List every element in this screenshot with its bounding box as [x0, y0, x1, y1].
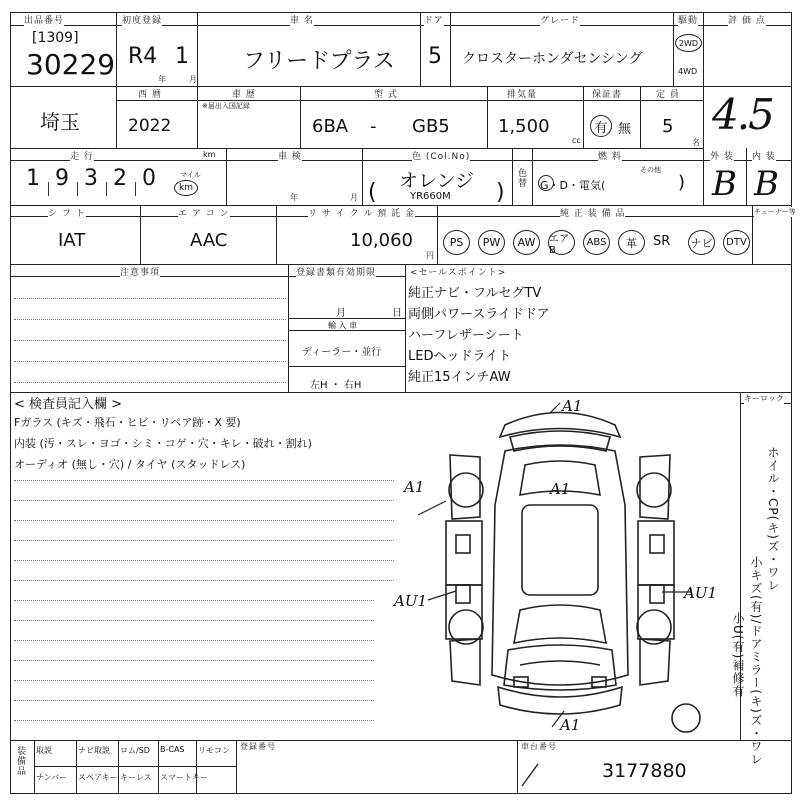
color-label: 色 (Col.No) [412, 149, 470, 162]
keylock-label: キーロック [744, 394, 784, 403]
grade-label: グレード [540, 13, 580, 26]
option-3: エアB [548, 230, 575, 255]
deadline-month: 月 [336, 308, 346, 319]
option-4: ABS [583, 230, 610, 255]
vin-label: 車台番号 [521, 742, 557, 751]
color-value: オレンジ [399, 170, 475, 192]
inspector-blank-line [14, 620, 374, 621]
fuel-close: ) [678, 172, 686, 193]
exterior-grade: B [712, 164, 737, 204]
handle-label: 左H ・ 右H [310, 380, 362, 391]
shift-value: IAT [58, 230, 86, 251]
aircon-value: AAC [190, 230, 228, 251]
damage-mark: A1 [560, 716, 581, 734]
interior-label: 内 装 [752, 149, 776, 162]
inspector-line: 内装 (汚・スレ・ヨゴ・シミ・コゲ・穴・キレ・破れ・割れ) [14, 437, 312, 450]
equipment-item: リモコン [198, 746, 230, 755]
first-reg-era: R4 [128, 44, 158, 69]
mileage-digit: 9 [55, 166, 69, 191]
inspector-line: Fガラス (キズ・飛石・ヒビ・リペア跡・X 要) [14, 416, 241, 429]
year-label: 西 暦 [138, 87, 162, 100]
sales-point: ハーフレザーシート [408, 328, 524, 343]
drive-4wd: 4WD [678, 67, 698, 76]
factory-options-label: 純 正 装 備 品 [560, 206, 625, 219]
equipment-item: B-CAS [160, 745, 185, 754]
region: 埼玉 [40, 110, 80, 134]
dealer-label: ディーラー・並行 [302, 347, 382, 358]
mileage-digit: 3 [84, 166, 98, 191]
doors-value: 5 [428, 44, 442, 69]
mileage-digit: 2 [113, 166, 127, 191]
notes-line [14, 340, 286, 341]
type-code: GB5 [412, 116, 450, 137]
doors-label: ドア [424, 13, 444, 26]
drive-2wd-circle: 2WD [675, 34, 702, 52]
history-label: 車 歴 [232, 87, 256, 100]
type-prefix: 6BA [312, 116, 349, 137]
fuel-options: G・D・電気( [540, 179, 606, 192]
cc-unit: cc [572, 136, 581, 145]
lot-number: 30229 [26, 48, 116, 81]
inspector-blank-line [14, 520, 394, 521]
inspector-line: オーディオ (無し・穴) / タイヤ (スタッドレス) [14, 458, 246, 471]
shaken-month: 月 [350, 193, 358, 202]
registration-label: 登録番号 [240, 742, 276, 751]
damage-mark: AU1 [394, 592, 428, 610]
shaken-label: 車 検 [278, 149, 302, 162]
recycle-label: リ サ イ ク ル 預 託 金 [308, 206, 415, 219]
shaken-year: 年 [290, 193, 298, 202]
equipment-item: ナンバー [36, 773, 68, 782]
sales-point: 純正ナビ・フルセグTV [408, 286, 542, 301]
color-code: YR660M [410, 191, 451, 202]
mileage-digit: 1 [26, 166, 40, 191]
equipment-item: 取説 [36, 746, 52, 755]
damage-mark: A1 [404, 478, 425, 496]
kms-unit: km [203, 150, 216, 159]
color-bracket-open: ( [368, 180, 377, 205]
import-label: 輸 入 車 [328, 321, 358, 330]
damage-mark: A1 [562, 397, 583, 415]
vin-number: 3177880 [602, 760, 687, 782]
displacement-value: 1,500 [498, 116, 550, 137]
mileage-unit-top: マイル [180, 171, 201, 179]
grade-value: クロスターホンダセンシング [462, 51, 643, 67]
option-6: SR [653, 234, 671, 249]
notes-line [14, 382, 286, 383]
score-label: 評 価 点 [728, 13, 766, 26]
mileage-separator [48, 182, 49, 196]
lot-no-label: 出品番号 [24, 13, 64, 26]
mileage-label: 走 行 [70, 149, 94, 162]
capacity-value: 5 [662, 116, 674, 137]
lot-code: [1309] [32, 30, 79, 46]
color-bracket-close: ) [496, 180, 505, 205]
deadline-label: 登録書類有効期限 [296, 265, 376, 278]
recycle-value: 10,060 [350, 230, 413, 251]
fuel-other: その他 [640, 166, 661, 174]
tuner-label: チューナー等 [754, 208, 796, 216]
year-value: 2022 [128, 116, 172, 136]
inspector-blank-line [14, 700, 374, 701]
person-unit: 名 [692, 138, 700, 147]
capacity-label: 定 員 [656, 87, 680, 100]
first-reg-label: 初度登録 [122, 13, 162, 26]
inspector-blank-line [14, 560, 394, 561]
damage-mark: AU1 [684, 584, 718, 602]
option-7: ナビ [688, 230, 715, 255]
mileage-separator [77, 182, 78, 196]
inspector-blank-line [14, 680, 374, 681]
type-dash: - [370, 116, 377, 137]
legend-col-2: 小キズ(有)/ドアミラー(キ)ズ・ワレ [749, 556, 763, 766]
warranty-yes-circle: 有 [590, 115, 612, 137]
option-8: DTV [723, 230, 750, 255]
deadline-day: 日 [392, 308, 402, 319]
inspector-title: < 検査員記入欄 > [14, 397, 123, 412]
option-5: 革 [618, 230, 645, 255]
inspector-blank-line [14, 640, 374, 641]
equipment-divider [118, 740, 119, 794]
inspector-blank-line [14, 600, 374, 601]
equipment-divider [76, 740, 77, 794]
fuel-g-circle [538, 175, 554, 191]
history-note: ※届出入国記録 [202, 102, 250, 110]
equipment-item: キーレス [120, 773, 152, 782]
notes-line [14, 319, 286, 320]
equipment-label: 装備品 [15, 746, 25, 776]
warranty-no: 無 [618, 122, 632, 137]
option-1: PW [478, 230, 505, 255]
first-reg-month: 1 [175, 44, 189, 69]
option-0: PS [443, 230, 470, 255]
equipment-item: スペアキー [78, 773, 118, 782]
sales-point: 両側パワースライドドア [408, 307, 550, 322]
vin-slash [520, 760, 540, 788]
shift-label: シ フ ト [48, 206, 86, 219]
sales-point: 純正15インチAW [408, 370, 511, 385]
sales-point: LEDヘッドライト [408, 349, 512, 364]
interior-grade: B [754, 164, 779, 204]
notes-line [14, 298, 286, 299]
equipment-divider [196, 740, 197, 794]
equipment-item: ロム/SD [120, 746, 150, 755]
year-unit: 年 [158, 75, 166, 84]
equipment-item: ナビ取説 [78, 746, 110, 755]
damage-mark: A1 [550, 480, 571, 498]
model-name: フリードプラス [243, 49, 395, 74]
inspector-blank-line [14, 540, 394, 541]
yen-unit: 円 [426, 251, 434, 260]
score-handwritten: 4.5 [712, 90, 773, 139]
drive-label: 駆動 [678, 13, 698, 26]
color-change-label: 色替 [516, 168, 526, 188]
mileage-km-circle: km [174, 180, 198, 196]
sales-points-label: <セールスポイント> [410, 265, 506, 278]
inspector-blank-line [14, 660, 374, 661]
inspector-blank-line [14, 720, 374, 721]
warranty-label: 保証書 [592, 87, 622, 100]
mileage-separator [135, 182, 136, 196]
notes-line [14, 361, 286, 362]
type-label: 型 式 [374, 87, 398, 100]
month-unit: 月 [189, 75, 197, 84]
aircon-label: エ ア コ ン [178, 206, 230, 219]
notes-label: 注意事項 [120, 265, 160, 278]
equipment-divider [158, 740, 159, 794]
exterior-label: 外 装 [710, 149, 734, 162]
inspector-blank-line [14, 480, 394, 481]
mileage-separator [106, 182, 107, 196]
legend-col-3: 小U(有)補修有 [731, 612, 745, 699]
displacement-label: 排気量 [507, 87, 537, 100]
fuel-label: 燃 料 [598, 149, 622, 162]
car-diagram [380, 395, 740, 740]
model-label: 車 名 [290, 13, 314, 26]
legend-col-1: ホイル・CP(キ)ズ・ワレ [766, 446, 780, 592]
mileage-digit: 0 [142, 166, 156, 191]
inspector-blank-line [14, 500, 394, 501]
inspector-blank-line [14, 580, 394, 581]
option-2: AW [513, 230, 540, 255]
equipment-item: スマートキー [160, 773, 208, 782]
